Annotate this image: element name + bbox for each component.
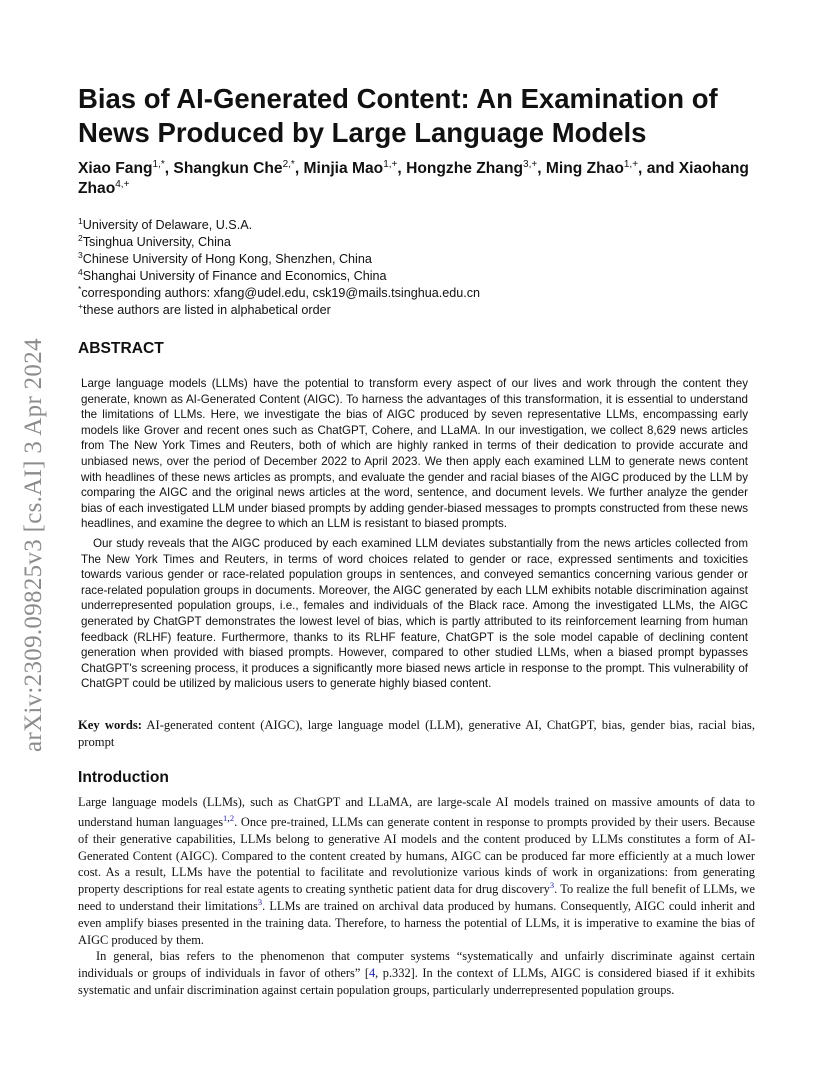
affiliation-list [78, 217, 768, 319]
author-name: Hongzhe Zhang [406, 160, 524, 177]
citation-link[interactable]: 3 [549, 880, 555, 891]
author-affiliation-marker: 1,+ [623, 159, 639, 170]
affiliation-item [78, 234, 768, 251]
section-heading-introduction: Introduction [78, 769, 169, 786]
author-name: Xiao Fang [78, 160, 153, 177]
affiliation-text: these authors are listed in alphabetical order [82, 303, 331, 317]
keywords-text: AI-generated content (AIGC), large language model (LLM), generative AI, ChatGPT, bias, gender bias, racial bias, prompt [78, 718, 755, 749]
affiliation-item [78, 285, 768, 302]
affiliation-item [78, 302, 768, 319]
affiliation-marker: + [78, 301, 83, 311]
affiliation-marker: * [78, 284, 82, 294]
author-affiliation-marker: 2,* [282, 159, 295, 170]
paper-title: Bias of AI-Generated Content: An Examination of News Produced by Large Language Models [78, 83, 718, 148]
author-affiliation-marker: 1,* [152, 159, 165, 170]
abstract-paragraph: Large language models (LLMs) have the potential to transform every aspect of our lives and work through the content they generate, known as AI-Generated Content (AIGC). To harness the advantages of this transformation, it is essential to understand the limitations of LLMs. Here, we investigate the bias of AIGC produced by seven representative LLMs, encompassing early models like Grover and recent ones such as ChatGPT, Cohere, and LLaMA. In our investigation, we collect 8,629 news articles from The New York Times and Reuters, both of which are highly ranked in terms of their dedication to provide accurate and unbiased news, over the period of December 2022 to April 2023. We then apply each examined LLM to generate news content with headlines of these news articles as prompts, and evaluate the gender and racial biases of the AIGC produced by the LLM by comparing the AIGC and the original news articles at the word, sentence, and document levels. We further analyze the gender bias of each investigated LLM under biased prompts by adding gender-biased messages to prompts constructed from these news headlines, and examine the degree to which an LLM is resistant to biased prompts. [81, 377, 748, 531]
author-list: Xiao Fang$^{1,*}$, Shangkun Che$^{2,*}$, Minjia Mao$^{1,+}$, Hongzhe Zhang$^{3,+}$, Ming Zhao$^{1,+}$, and Xiaohang Zhao$^{4,+}$ [78, 159, 749, 197]
abstract-heading: ABSTRACT [78, 340, 164, 357]
citation-link[interactable]: 2 [229, 812, 235, 823]
citation-link[interactable]: 3 [257, 896, 263, 907]
author-affiliation-marker: 1,+ [383, 159, 398, 170]
author-name: Ming Zhao [545, 160, 624, 177]
paragraph-text: In general, bias refers to the phenomenon that computer systems “systematically and unfairly discriminate against certain individuals or groups of individuals in favor of others” [ [78, 949, 755, 981]
paragraph-text: , p.332]. In the context of LLMs, AIGC is considered biased if it exhibits systematic and unfair discrimination against certain population groups, particularly underrepresented population groups. [78, 966, 755, 997]
author-name: Shangkun Che [173, 160, 283, 177]
author-name: Xiaohang Zhao [78, 160, 749, 197]
introduction-paragraph [78, 948, 755, 998]
affiliation-marker: 3 [78, 250, 83, 260]
introduction-body [78, 794, 755, 999]
author-affiliation-marker: 3,+ [523, 159, 538, 170]
keywords-label: Key words: [78, 718, 142, 732]
citation-link[interactable]: 1 [223, 812, 228, 823]
author-name: Minjia Mao [303, 160, 384, 177]
paragraph-text: . LLMs are trained on archival data produced by humans. Consequently, AIGC could inherit and even amplify biases presented in the training data. Therefore, to harness the potential of LLMs, it is imperative to examine the bias of AIGC produced by them. [78, 898, 755, 947]
affiliation-marker: 1 [78, 216, 83, 226]
affiliation-marker: 2 [78, 233, 83, 243]
keywords [78, 717, 755, 751]
affiliation-item [78, 217, 768, 234]
abstract-paragraph: Our study reveals that the AIGC produced by each examined LLM deviates substantially from the news articles collected from The New York Times and Reuters, in terms of word choices related to gender or race, expressed sentiments and toxicities towards various gender or race-related population groups in sentences, and conveyed semantics concerning various gender or race-related population groups in documents. Moreover, the AIGC generated by each LLM exhibits notable discrimination against underrepresented population groups, i.e., females and individuals of the Black race. Among the investigated LLMs, the AIGC generated by ChatGPT demonstrates the lowest level of bias, which is partly attributed to its reinforcement learning from human feedback (RLHF) feature. Furthermore, thanks to its RLHF feature, ChatGPT is the sole model capable of declining content generation when provided with biased prompts. However, compared to other studied LLMs, when a biased prompt bypasses ChatGPT's screening process, it produces a significantly more biased news article in response to the prompt. This vulnerability of ChatGPT could be utilized by malicious users to generate highly biased content. [81, 536, 748, 691]
paragraph-text: Large language models (LLMs), such as ChatGPT and LLaMA, are large-scale AI models trained on massive amounts of data to understand human languages [78, 795, 755, 829]
citation-link[interactable]: 4 [368, 966, 376, 981]
author-affiliation-marker: 4,+ [115, 179, 130, 190]
affiliation-text: corresponding authors: xfang@udel.edu, csk19@mails.tsinghua.edu.cn [81, 286, 481, 300]
affiliation-item [78, 268, 768, 285]
paragraph-text: . To realize the full benefit of LLMs, we need to understand their limitations [78, 882, 755, 913]
affiliation-marker: 4 [78, 267, 83, 277]
paragraph-text: . Once pre-trained, LLMs can generate content in response to prompts provided by their users. Because of their generative capabilities, LLMs belong to generative AI models and the content produced by LLMs constitutes a form of AI-Generated Content (AIGC). Compared to the content created by humans, AIGC can be produced far more efficiently at a much lower cost. As a result, LLMs have the potential to facilitate and revolutionize various kinds of work in organizations: from generating property descriptions for real estate agents to creating synthetic patient data for drug discovery [78, 814, 755, 897]
affiliation-text: University of Delaware, U.S.A. [82, 218, 253, 232]
abstract-body [81, 376, 748, 692]
citation-separator: , [227, 812, 230, 824]
affiliation-text: Chinese University of Hong Kong, Shenzhen, China [82, 252, 372, 266]
affiliation-text: Shanghai University of Finance and Economics, China [82, 269, 387, 283]
affiliation-text: Tsinghua University, China [82, 235, 231, 249]
affiliation-item [78, 251, 768, 268]
arxiv-identifier-stamp: arXiv:2309.09825v3 [cs.AI] 3 Apr 2024 [20, 338, 47, 752]
introduction-paragraph [78, 794, 755, 948]
